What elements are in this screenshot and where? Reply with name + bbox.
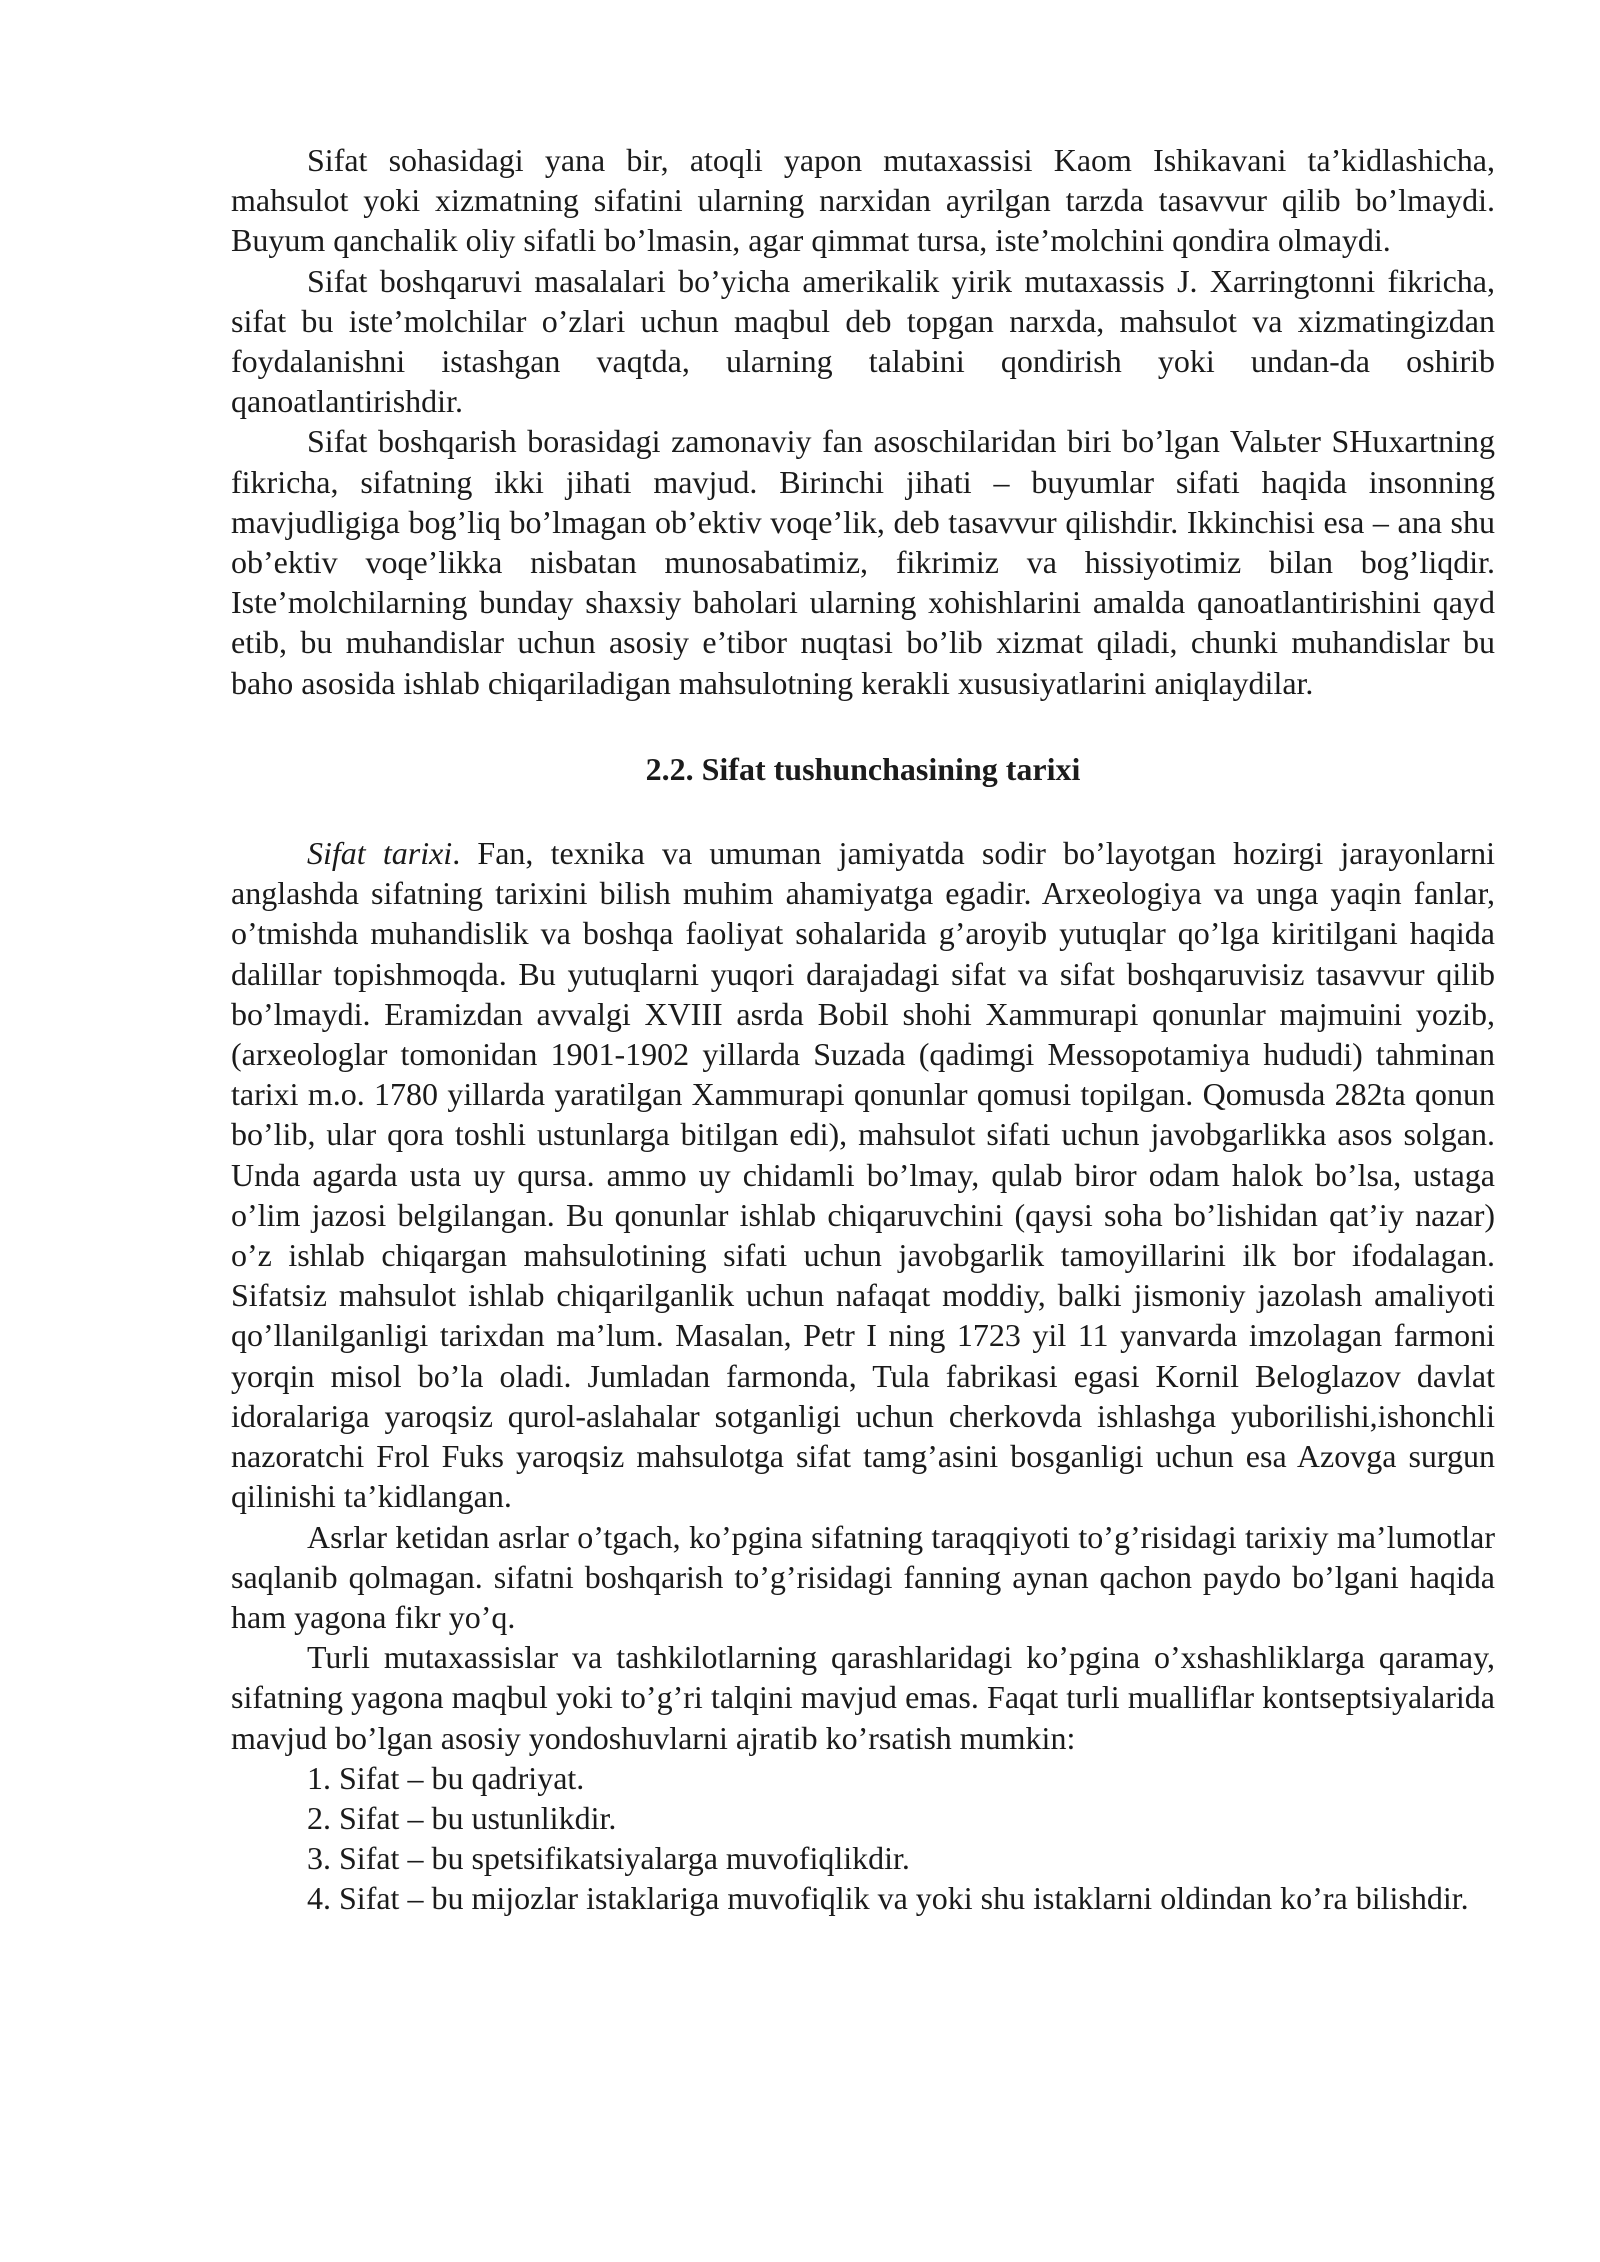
history-text: . Fan, texnika va umuman jamiyatda sodir bo’layotgan hozirgi jarayonlarni anglashda sifatning tarixini bilish muhim ahamiyatga egadir. Arxeologiya va unga yaqin fanlar, o’tmishda muhandislik va boshqa faoliyat sohalarida g’aroyib yutuqlar qo’lga kiritilgani haqida dalillar topishmoqda. Bu yutuqlarni yuqori darajadagi sifat va sifat boshqaruvisiz tasavvur qilib bo’lmaydi. Eramizdan avvalgi XVIII asrda Bobil shohi Xammurapi qonunlar majmuini yozib,(arxeologlar tomonidan 1901-1902 yillarda Suzada (qadimgi Messopotamiya hududi) tahminan tarixi m.o. 1780 yillarda yaratilgan Xammurapi qonunlar qomusi topilgan. Qomusda 282ta qonun bo’lib, ular qora toshli ustunlarga bitilgan edi), mahsulot sifati uchun javobgarlikka asos solgan. Unda agarda usta uy qursa. ammo uy chidamli bo’lmay, qulab biror odam halok bo’lsa, ustaga o’lim jazosi belgilangan. Bu qonunlar ishlab chiqaruvchini (qaysi soha bo’lishidan qat’iy nazar) o’z ishlab chiqargan mahsulotining sifati uchun javobgarlik tamoyillarini ilk bor ifodalagan. Sifatsiz mahsulot ishlab chiqarilganlik uchun nafaqat moddiy, balki jismoniy jazolash amaliyoti qo’llanilganligi tarixdan ma’lum. Masalan, Petr I ning 1723 yil 11 yanvarda imzolagan farmoni yorqin misol bo’la oladi. Jumladan farmonda, Tula fabrikasi egasi Kornil Beloglazov davlat idoralariga yaroqsiz qurol-aslahalar sotganligi uchun cherkovda ishlashga yuborilishi,ishonchli nazoratchi Frol Fuks yaroqsiz mahsulotga sifat tamg’asini bosganligi uchun esa Azovga surgun qilinishi ta’kidlangan. (231, 835, 1496, 1515)
document-page (231, 140, 1495, 1919)
paragraph-shewhart: Sifat boshqarish borasidagi zamonaviy fan asoschilaridan biri bo’lgan Valьter SHuxartning fikricha, sifatning ikki jihati mavjud. Birinchi jihati – buyumlar sifati haqida insonning mavjudligiga bog’liq bo’lmagan ob’ektiv voqe’lik, deb tasavvur qilishdir. Ikkinchisi esa – ana shu ob’ektiv voqe’likka nisbatan munosabatimiz, fikrimiz va hissiyotimiz bilan bog’liqdir. Iste’molchilarning bunday shaxsiy baholari ularning xohishlarini amalda qanoatlantirishini qayd etib, bu muhandislar uchun asosiy e’tibor nuqtasi bo’lib xizmat qiladi, chunki muhandislar bu baho asosida ishlab chiqariladigan mahsulotning kerakli xususiyatlarini aniqlaydilar. (231, 423, 1495, 701)
list-item: 3. Sifat – bu spetsifikatsiyalarga muvofiqlikdir. (307, 1840, 910, 1877)
list-item: 1. Sifat – bu qadriyat. (307, 1759, 585, 1796)
list-item: 2. Sifat – bu ustunlikdir. (307, 1799, 617, 1836)
paragraph-ishikava: Sifat sohasidagi yana bir, atoqli yapon mutaxassisi Kaom Ishikavani ta’kidlashicha, mahsulot yoki xizmatning sifatini ularning narxidan ayrilgan tarzda tasavvur qilib bo’lmaydi. Buyum qanchalik oliy sifatli bo’lmasin, agar qimmat tursa, iste’molchini qondira olmaydi. (231, 142, 1495, 259)
history-lead: Sifat tarixi (307, 835, 453, 872)
paragraph-history (231, 833, 1495, 1516)
list-item: 4. Sifat – bu mijozlar istaklariga muvofiqlik va yoki shu istaklarni oldindan ko’ra bilishdir. (307, 1880, 1469, 1917)
paragraph-approaches: Turli mutaxassislar va tashkilotlarning qarashlaridagi ko’pgina o’xshashliklarga qaramay, sifatning yagona maqbul yoki to’g’ri talqini mavjud emas. Faqat turli mualliflar kontseptsiyalarida mavjud bo’lgan asosiy yondoshuvlarni ajratib ko’rsatish mumkin: (231, 1639, 1495, 1756)
paragraph-harrington: Sifat boshqaruvi masalalari bo’yicha amerikalik yirik mutaxassis J. Xarringtonni fikricha, sifat bu iste’molchilar o’zlari uchun maqbul deb topgan narxda, mahsulot va xizmatingizdan foydalanishni istashgan vaqtda, ularning talabini qondirish yoki undan-da oshirib qanoatlantirishdir. (231, 262, 1495, 420)
section-heading: 2.2. Sifat tushunchasining tarixi (645, 750, 1081, 787)
paragraph-centuries: Asrlar ketidan asrlar o’tgach, ko’pgina sifatning taraqqiyoti to’g’risidagi tarixiy ma’lumotlar saqlanib qolmagan. sifatni boshqarish to’g’risidagi fanning aynan qachon paydo bo’lgani haqida ham yagona fikr yo’q. (231, 1518, 1495, 1635)
